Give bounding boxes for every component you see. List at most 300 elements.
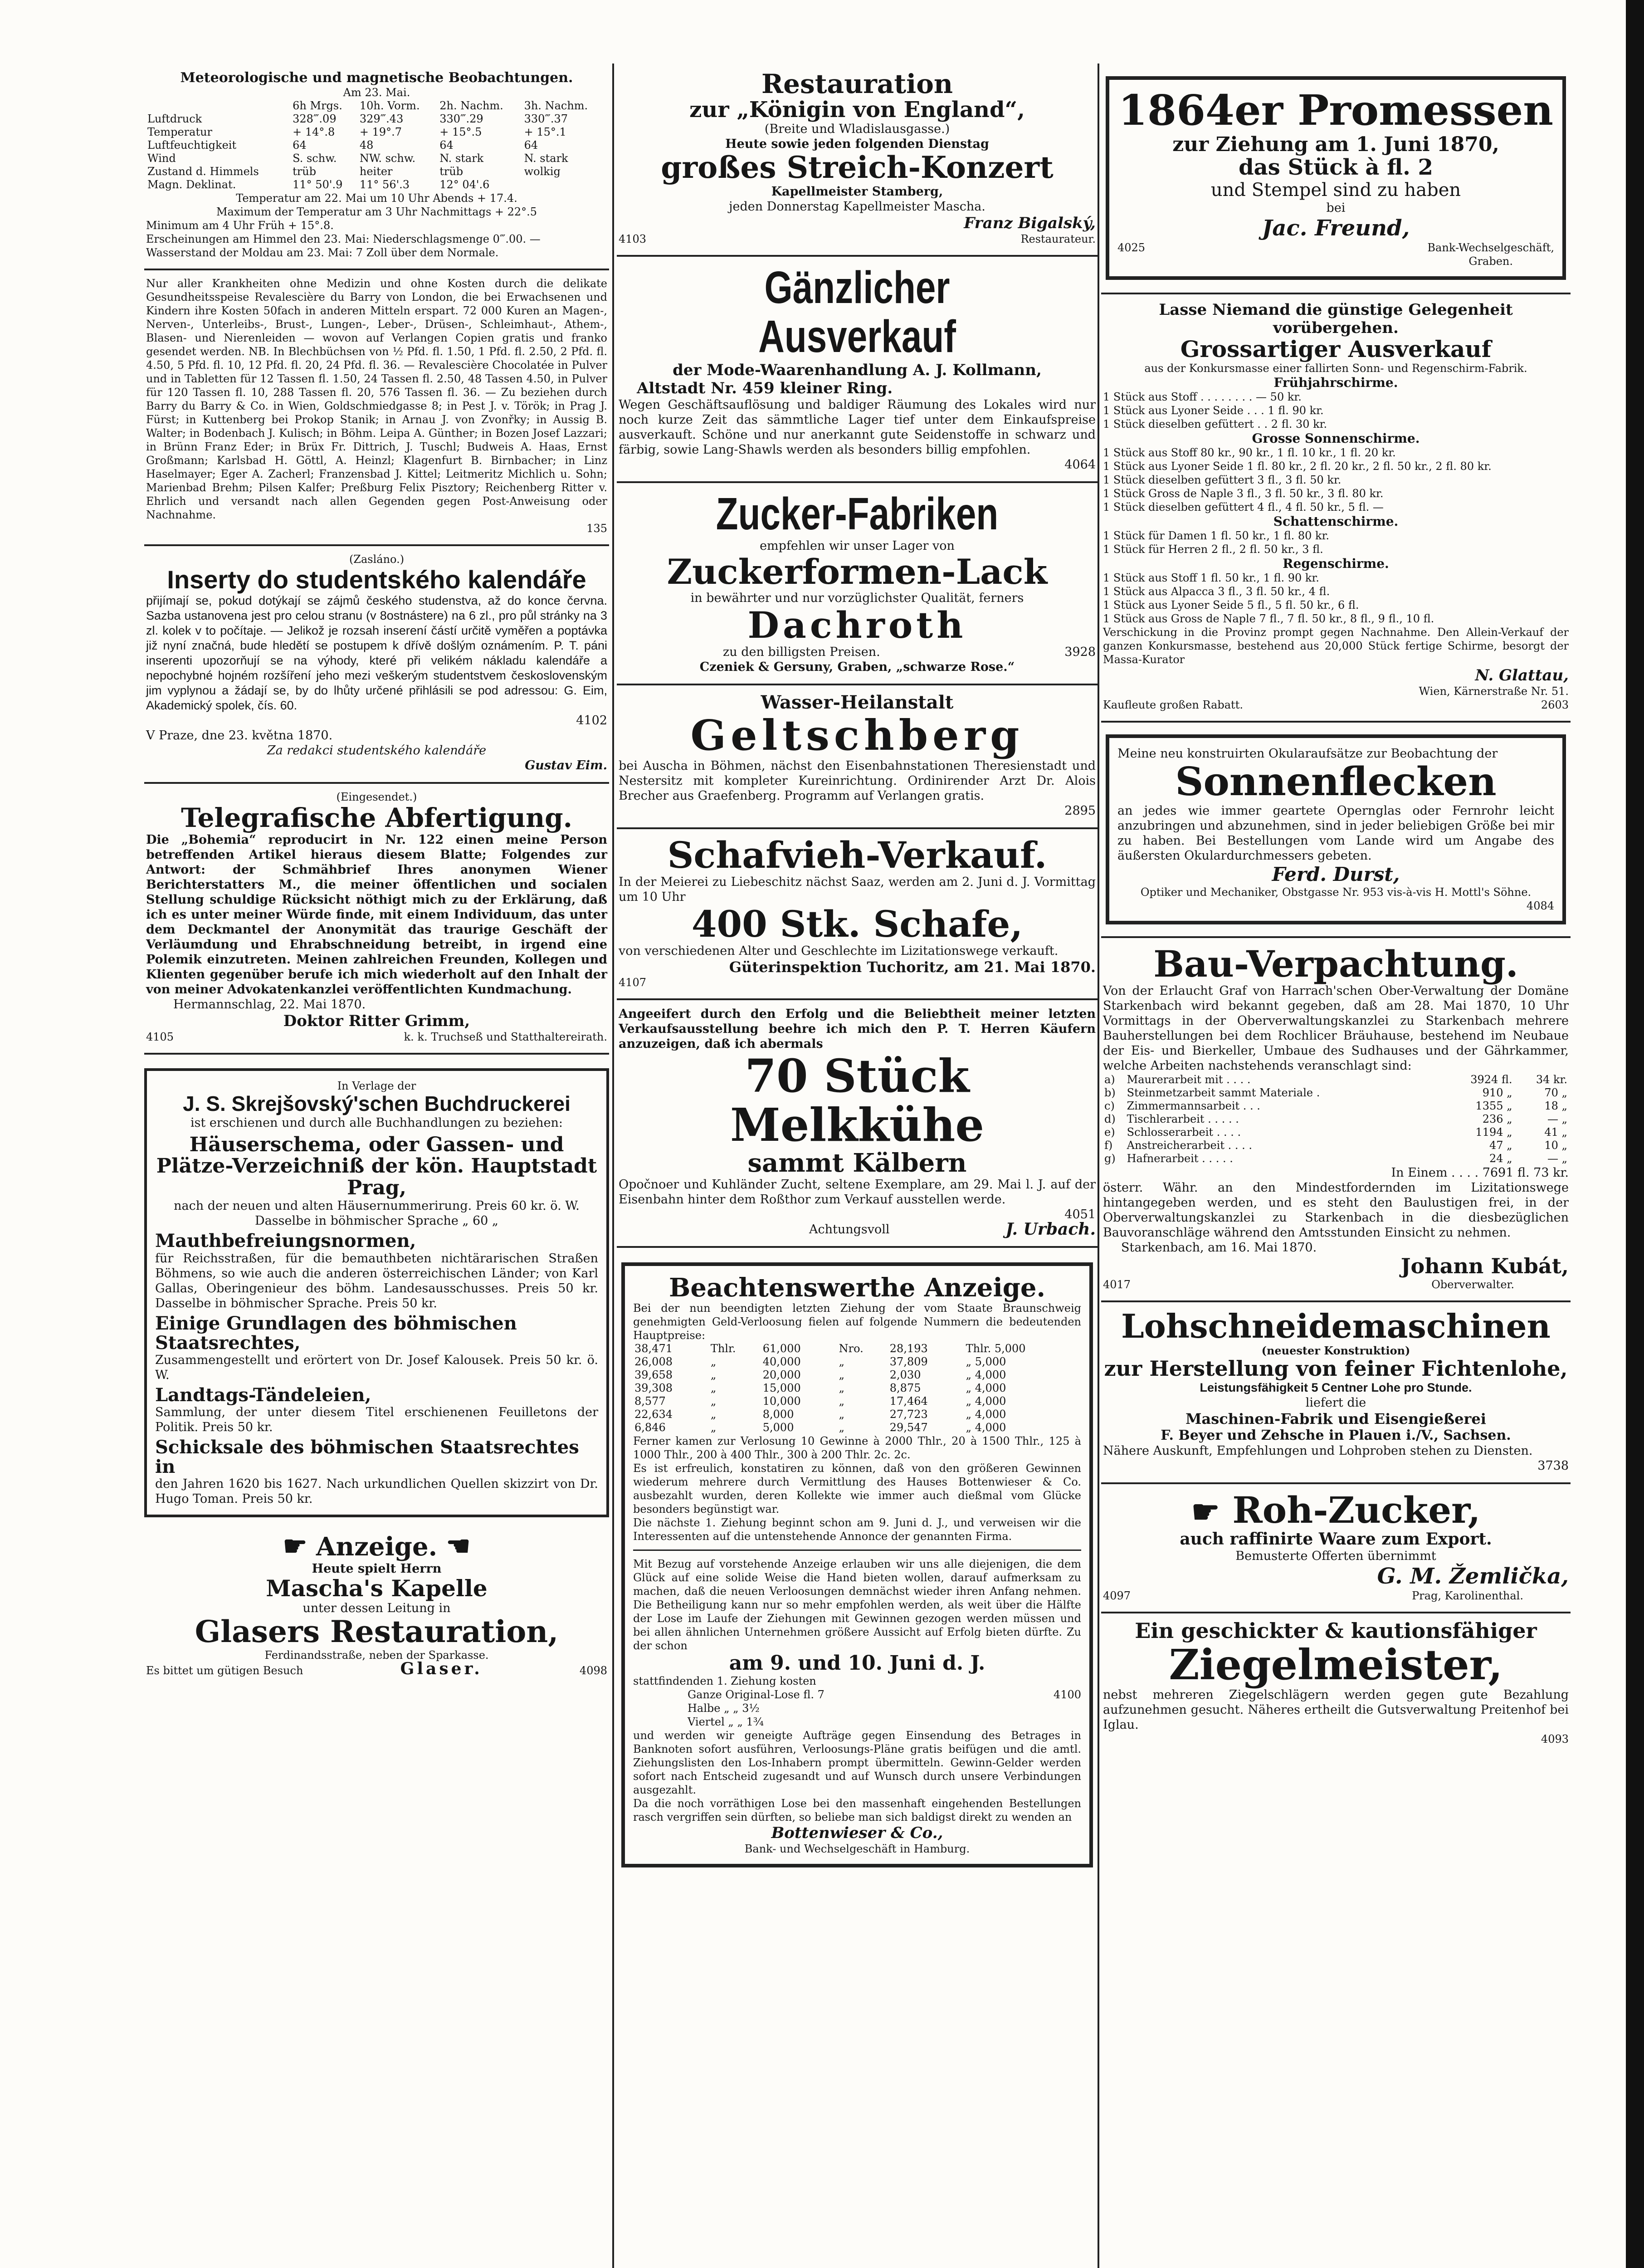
ad-body: Angeeifert durch den Erfolg und die Beliebtheit meiner letzten Verkaufsausstellung beehre ich mich den P. T. Herren Käufern anzuzeigen, daß ich abermals <box>619 1007 1096 1051</box>
ad-subtitle: Optiker und Mechaniker, Obstgasse Nr. 953 vis-à-vis H. Mottl's Söhne. <box>1140 886 1532 899</box>
weather-date: Am 23. Mai. <box>343 86 410 99</box>
ad-label: (Eingesendet.) <box>336 791 417 804</box>
table-cell: 910 „ <box>1482 1086 1512 1100</box>
ad-footer <box>1103 1278 1569 1291</box>
table-row <box>1103 1139 1569 1152</box>
raw-sugar-ad <box>1101 1484 1571 1613</box>
table-cell: „ <box>710 1382 717 1395</box>
ad-label: In Verlage der <box>337 1080 416 1093</box>
ad-subtitle: Prag, Karolinenthal. <box>1412 1589 1523 1602</box>
column-rule-1 <box>612 64 614 2268</box>
table-row <box>146 126 607 139</box>
table-cell: 20,000 <box>762 1369 801 1382</box>
table-cell: 64 <box>524 139 538 152</box>
table-cell: 15,000 <box>762 1382 801 1395</box>
table-cell: „ <box>839 1408 845 1421</box>
table-header: 2h. Nachm. <box>439 99 503 112</box>
table-row <box>633 1369 1081 1382</box>
table-row <box>633 1342 1081 1355</box>
table-cell: „ 4,000 <box>966 1382 1006 1395</box>
table-cell: Steinmetzarbeit sammt Materiale . <box>1127 1086 1320 1100</box>
divider <box>633 1549 1081 1551</box>
ad-place: V Praze, dne 23. května 1870. <box>146 728 333 743</box>
table-row <box>146 139 607 152</box>
ad-headline: Lohschneidemaschinen <box>1121 1307 1551 1346</box>
kollmann-sale-ad <box>617 257 1098 483</box>
ad-subtitle: Wien, Kärnerstraße Nr. 51. <box>1419 685 1569 698</box>
ad-line: und Stempel sind zu haben <box>1210 180 1461 201</box>
ad-line: aus der Konkursmasse einer fallirten Sonn- und Regenschirm-Fabrik. <box>1144 362 1527 375</box>
table-cell: 47 „ <box>1489 1139 1512 1152</box>
table-cell: 61,000 <box>762 1342 801 1355</box>
table-cell: f) <box>1104 1139 1113 1152</box>
price-row: Viertel „ „ 1¾ <box>688 1715 764 1728</box>
ad-signature: Bottenwieser & Co., <box>771 1823 943 1842</box>
ad-body: und werden wir geneigte Aufträge gegen Einsendung des Betrages in Banknoten sofort ausführen, Verloosungs-Pläne gratis beifügen und die amtl. Ziehungslisten den Los-Inhabern prompt übermitteln. Gewinn-Gelder werden sofort nach Entscheid zugesandt und auf Wunsch durch unsere Verbindungen ausgezahlt. <box>633 1729 1081 1796</box>
table-header: 3h. Nachm. <box>524 99 588 112</box>
ad-headline: Beachtenswerthe Anzeige. <box>669 1272 1045 1303</box>
book-details: für Reichsstraßen, für die bemauthbeten nichtärarischen Straßen Böhmens, so wie auch die anderen österreichischen Länder; von Karl Gallas, Oberingenieur des böhm. Landesausschusses. Preis 50 kr. Dasselbe in böhmischer Sprache. Preis 50 kr. <box>155 1251 598 1310</box>
ad-body: Nähere Auskunft, Empfehlungen und Lohproben stehen zu Diensten. <box>1103 1443 1533 1458</box>
section-heading: Schattenschirme. <box>1273 514 1399 529</box>
ad-body: Opočnoer und Kuhländer Zucht, seltene Exemplare, am 29. Mai l. J. auf der Eisenbahn hinter dem Roßthor zum Verkauf ausstellen werde. <box>619 1177 1096 1207</box>
table-header: 6h Mrgs. <box>293 99 342 112</box>
ad-signature: Jac. Freund, <box>1262 215 1410 241</box>
ad-line: Leistungsfähigkeit 5 Centner Lohe pro Stunde. <box>1200 1380 1472 1394</box>
table-row <box>633 1355 1081 1369</box>
promessen-frame <box>1106 76 1566 280</box>
ad-number: 3738 <box>1537 1458 1569 1473</box>
table-cell: 34 kr. <box>1536 1073 1567 1086</box>
dairy-cows-ad <box>617 1000 1098 1247</box>
ad-signature: Gustav Eim. <box>525 758 607 773</box>
ad-headline: J. S. Skrejšovský'schen Buchdruckerei <box>183 1092 571 1116</box>
ad-line: (Breite und Wladislausgasse.) <box>764 122 950 137</box>
skrejsovsky-frame <box>144 1068 609 1517</box>
ad-number: 4102 <box>576 714 607 728</box>
table-cell: d) <box>1104 1113 1116 1126</box>
table-cell: 329‴.43 <box>359 112 404 125</box>
ad-headline: Bau-Verpachtung. <box>1153 943 1518 986</box>
ad-subtitle: Bank-Wechselgeschäft, <box>1427 241 1554 254</box>
ad-footer <box>146 1030 607 1044</box>
book-details: nach der neuen und alten Häusernummerirung. Preis 60 kr. ö. W. <box>174 1199 580 1213</box>
ad-number: 3928 <box>1064 645 1096 660</box>
bark-cutter-ad <box>1101 1302 1571 1484</box>
weather-title: Meteorologische und magnetische Beobachtungen. <box>180 70 573 86</box>
ad-signature: J. Urbach. <box>1005 1219 1096 1239</box>
ad-signature: Czeniek & Gersuny, Graben, „schwarze Rose.“ <box>699 660 1015 675</box>
table-cell: 17,464 <box>889 1395 928 1408</box>
ad-line: empfehlen wir unser Lager von <box>760 538 955 553</box>
ad-footer <box>1117 241 1554 268</box>
book-title: Landtags-Tändeleien, <box>155 1384 371 1406</box>
table-cell: Tischlerarbeit . . . . . <box>1127 1113 1239 1126</box>
table-row <box>633 1395 1081 1408</box>
raw-sugar-headline-row <box>1103 1488 1569 1531</box>
table-cell: „ 4,000 <box>966 1395 1006 1408</box>
ad-signature: Ferd. Durst, <box>1272 863 1400 886</box>
ad-headline: Geltschberg <box>690 711 1024 760</box>
table-cell: „ <box>710 1355 717 1369</box>
ad-headline-text: Zucker-Fabriken <box>716 488 999 539</box>
ad-headline: Inserty do studentského kalendáře <box>167 565 586 594</box>
ad-number: 4097 <box>1103 1589 1131 1602</box>
ad-headline: großes Streich-Konzert <box>661 150 1054 186</box>
ad-label: (Zasláno.) <box>349 553 405 566</box>
sunspots-ad <box>1101 723 1571 938</box>
ad-number: 4093 <box>1541 1732 1569 1745</box>
table-cell: trüb <box>293 165 317 178</box>
table-cell: b) <box>1104 1086 1116 1100</box>
weather-note: Maximum der Temperatur am 3 Uhr Nachmittags + 22°.5 <box>216 205 537 218</box>
ad-headline <box>619 489 1096 538</box>
column-rule-2 <box>1098 64 1099 2268</box>
sunspots-frame <box>1106 734 1566 924</box>
ad-subtitle: Bank- und Wechselgeschäft in Hamburg. <box>744 1842 970 1855</box>
table-cell: wolkig <box>524 165 561 178</box>
ad-place: Starkenbach, am 16. Mai 1870. <box>1121 1241 1317 1255</box>
ad-line: liefert die <box>1305 1395 1366 1410</box>
ad-number: 4051 <box>1064 1207 1096 1222</box>
page-binding-edge <box>1626 0 1644 2268</box>
ad-number: 4017 <box>1103 1278 1131 1291</box>
ad-line: Kaufleute großen Rabatt. <box>1103 699 1243 712</box>
table-cell: 29,547 <box>889 1421 928 1434</box>
table-row <box>633 1408 1081 1421</box>
weather-note: Wasserstand der Moldau am 23. Mai: 7 Zoll über dem Normale. <box>146 246 499 259</box>
brickmaster-ad <box>1101 1613 1571 1755</box>
ad-signature: Johann Kubát, <box>1400 1254 1569 1279</box>
ad-body: Wegen Geschäftsauflösung und baldiger Räumung des Lokales wird nur noch kurze Zeit das sämmtliche Lager tief unter dem Einkaufspreise ausverkauft. Schöne und nur anerkannt gute Seidenstoffe in schwarz und färbig, sowie Lang-Shawls werden als besonders billig empfohlen. <box>619 397 1096 457</box>
section-heading: Frühjahrschirme. <box>1273 375 1398 391</box>
ad-line: Ferdinandsstraße, neben der Sparkasse. <box>264 1648 489 1662</box>
ad-line: jeden Donnerstag Kapellmeister Mascha. <box>729 199 985 214</box>
ad-footer <box>619 645 1096 660</box>
price-line: 1 Stück dieselben gefüttert 4 fl., 4 fl. 50 kr., 5 fl. — <box>1103 501 1384 514</box>
price-line: 1 Stück aus Lyoner Seide 5 fl., 5 fl. 50 kr., 6 fl. <box>1103 599 1359 612</box>
price-line: 1 Stück aus Stoff . . . . . . . . — 50 kr. <box>1103 391 1302 404</box>
price-line: 1 Stück aus Lyoner Seide 1 fl. 80 kr., 2 fl. 20 kr., 2 fl. 50 kr., 2 fl. 80 kr. <box>1103 460 1492 473</box>
column-2 <box>617 64 1098 1882</box>
winners-table <box>633 1342 1081 1434</box>
table-cell: S. schw. <box>293 152 337 165</box>
section-heading: Grosse Sonnenschirme. <box>1252 431 1420 446</box>
book-details: Sammlung, der unter diesem Titel erschienenen Feuilletons der Politik. Preis 50 kr. <box>155 1405 598 1435</box>
ad-line: von verschiedenen Alter und Geschlechte im Lizitationswege verkauft. <box>619 944 1059 958</box>
table-cell: N. stark <box>524 152 568 165</box>
ad-line: Ein geschickter & kautionsfähiger <box>1135 1618 1537 1643</box>
ad-footer <box>1103 698 1569 712</box>
table-cell: „ <box>839 1421 845 1434</box>
table-cell: „ 4,000 <box>966 1369 1006 1382</box>
pointing-hand-icon: ☛ <box>283 1530 307 1563</box>
table-cell: — „ <box>1547 1152 1567 1165</box>
table-row <box>1103 1152 1569 1165</box>
construction-lease-ad <box>1101 938 1571 1302</box>
table-cell: g) <box>1104 1152 1116 1165</box>
book-title: Häuserschema, oder Gassen- und Plätze-Verzeichniß der kön. Hauptstadt Prag, <box>156 1133 597 1199</box>
ad-footer <box>619 232 1096 246</box>
ad-headline: Zuckerformen-Lack <box>667 551 1048 592</box>
table-cell: + 19°.7 <box>359 126 402 138</box>
ad-body: Ferner kamen zur Verlosung 10 Gewinne à 2000 Thlr., 20 à 1500 Thlr., 125 à 1000 Thlr., 200 à 400 Thlr., 300 à 200 Thlr. 2c. 2c. <box>633 1435 1081 1461</box>
ad-line: Heute sowie jeden folgenden Dienstag <box>725 137 989 152</box>
table-cell: a) <box>1104 1073 1115 1086</box>
ad-line: Bemusterte Offerten übernimmt <box>1235 1549 1436 1563</box>
table-cell: Hafnerarbeit . . . . . <box>1127 1152 1233 1165</box>
ad-body: Da die noch vorräthigen Lose bei den massenhaft eingehenden Bestellungen rasch vergriffen sein dürften, so beliebe man sich baldigst direkt zu wenden an <box>633 1797 1081 1823</box>
table-cell: 27,723 <box>889 1408 928 1421</box>
table-cell: Wind <box>147 152 176 165</box>
table-cell: 330‴.29 <box>439 112 483 125</box>
ad-headline: zur „Königin von England“, <box>689 97 1025 122</box>
ad-headline: Anzeige. <box>316 1532 438 1562</box>
ad-body: Mit Bezug auf vorstehende Anzeige erlauben wir uns alle diejenigen, die dem Glück auf eine solide Weise die Hand bieten wollen, darauf aufmerksam zu machen, daß die neuen Verloosungen demnächst wieder ihren Anfang nehmen. Die Betheiligung kann nur so mehr empfohlen werden, als weit über die Hälfte der Lose im Laufe der Ziehungen mit Gewinnen gezogen werden müssen und bei allen ähnlichen Unternehmen größere Aussicht auf Erfolg bieten dürfte. Zu der schon <box>633 1558 1081 1652</box>
table-cell: 18 „ <box>1544 1100 1567 1113</box>
ad-number: 2895 <box>1064 803 1096 818</box>
table-cell: 39,308 <box>634 1382 673 1395</box>
ad-line: zur Ziehung am 1. Juni 1870, <box>1172 133 1499 156</box>
price-line: 1 Stück für Damen 1 fl. 50 kr., 1 fl. 80 kr. <box>1103 529 1330 543</box>
ad-line: Mascha's Kapelle <box>266 1575 488 1602</box>
table-cell: Luftdruck <box>147 112 202 125</box>
ad-line: unter dessen Leitung in <box>302 1601 451 1616</box>
ad-line: In der Meierei zu Liebeschitz nächst Saaz, werden am 2. Juni d. J. Vormittag um 10 Uhr <box>619 875 1096 904</box>
ad-signature: Glaser. <box>400 1659 483 1678</box>
price-line: 1 Stück aus Stoff 80 kr., 90 kr., 1 fl. 10 kr., 1 fl. 20 kr. <box>1103 446 1396 459</box>
ad-signature: Güterinspektion Tuchoritz, am 21. Mai 1870. <box>729 958 1096 976</box>
cost-total: In Einem . . . . 7691 fl. 73 kr. <box>1391 1166 1569 1180</box>
ad-body: Es ist erfreulich, konstatiren zu können, daß von den größeren Gewinnen wiederum mehrere durch Vermittlung des Hauses Bottenwieser & Co. ausbezahlt wurden, deren Kollekte wie immer auch dießmal vom Glücke besonders begünstigt war. <box>633 1462 1081 1516</box>
ad-signature: G. M. Žemlička, <box>1377 1563 1569 1589</box>
ad-body: nebst mehreren Ziegelschlägern werden gegen gute Bezahlung aufzunehmen gesucht. Näheres ertheilt die Gutsverwaltung Preitenhof bei Iglau. <box>1103 1687 1569 1732</box>
ad-subtitle: Restaurateur. <box>1020 232 1096 245</box>
price-line: 1 Stück aus Lyoner Seide . . . 1 fl. 90 kr. <box>1103 404 1324 417</box>
table-row <box>1103 1086 1569 1100</box>
price-label: Ganze Original-Lose fl. 7 <box>688 1688 824 1701</box>
geltschberg-spa-ad <box>617 685 1098 829</box>
table-row <box>633 1382 1081 1395</box>
price-line: 1 Stück Gross de Naple 3 fl., 3 fl. 50 kr., 3 fl. 80 kr. <box>1103 487 1384 500</box>
table-cell: 1355 „ <box>1475 1100 1512 1113</box>
table-cell: 1194 „ <box>1475 1126 1512 1139</box>
sheep-sale-ad <box>617 829 1098 1001</box>
ad-line: auch raffinirte Waare zum Export. <box>1180 1529 1492 1549</box>
ad-line: Es bittet um gütigen Besuch <box>146 1664 303 1677</box>
bottenwieser-lottery-ad <box>617 1248 1098 1882</box>
ad-line: bei <box>1326 201 1346 215</box>
ad-line: zur Herstellung von feiner Fichtenlohe, <box>1104 1356 1568 1381</box>
revalesciere-text: Nur aller Krankheiten ohne Medizin und ohne Kosten durch die delikate Gesundheitsspeise Revalescière du Barry von London, die bei Erwachsenen und Kindern ihre Kosten 50fach in anderen Mitteln erspart. 72 000 Kuren an Magen-, Nerven-, Unterleibs-, Brust-, Lungen-, Leber-, Drüsen-, Schleimhaut-, Athem-, Blasen- und Nierenleiden — wovon auf Verlangen Copien gratis und franko gesendet werden. NB. In Blechbüchsen von ½ Pfd. fl. 1.50, 1 Pfd. fl. 2.50, 2 Pfd. fl. 4.50, 5 Pfd. fl. 10, 12 Pfd. fl. 20, 24 Pfd. fl. 36. — Revalescière Chocolatée in Pulver und in Tabletten für 12 Tassen fl. 1.50, 24 Tassen fl. 2.50, 48 Tassen 4.50, in Pulver für 120 Tassen fl. 10, 288 Tassen fl. 20, 576 Tassen fl. 36. — Zu beziehen durch Barry du Barry & Co. in Wien, Goldschmiedgasse 8; in Pest J. v. Török; in Prag J. Fürst; in Kuttenberg bei Prokop Stanik; in Arnau J. von Zvonřky; in Aussig B. Walter; in Bodenbach J. Kulisch; in Böhm. Leipa A. Günther; in Bozen Josef Lazzari; in Brünn Franz Eder; in Brüx Fr. Dittrich, J. Tuschl; Budweis A. Haas, Ernst Großmann; Karlsbad H. Göttl, A. Heinzl; Klagenfurt B. Birnbacher; in Linz Haselmayer; Eger A. Zacherl; Franzensbad J. Kittel; Leitmeritz Michlich u. Sohn; Marienbad Brehm; Pilsen Kalfer; Preßburg Felix Pisztory; Reichenberg Ritter v. Ehrlich und versandt nach allen Gegenden gegen Post-Anweisung oder Nachnahme. <box>146 277 607 521</box>
student-calendar-ad <box>144 546 609 784</box>
book-title: Einige Grundlagen des böhmischen Staatsrechtes, <box>155 1312 517 1354</box>
ad-body: přijímají se, pokud dotýkají se zájmů českého studenstva, až do konce června. Sazba ustanovena jest pro celou stranu (v 8ostnástere) na 6 zl., pro půl stránky na 3 zl. kolek v to počítaje. — Jelikož je rozsah inserení částí určitě vyměřen a poptávka již nyní značná, bude hledětí se postupem k dřívě došlým oznámením. P. T. páni inserenti upozorňují se na výhody, které při velikém nákladu kalendáře a nepochybné hojném rozšíření jeho mezi veškerým studentstvem československým jim vyplynou a žádají se, by do lhůty určené přihlásili se pod adressou: G. Eim, Akademický spolek, čís. 60. <box>146 594 607 713</box>
ad-line: in bewährter und nur vorzüglichster Qualität, ferners <box>690 591 1024 605</box>
ad-line: das Stück à fl. 2 <box>1239 155 1433 181</box>
ad-line: (neuester Konstruktion) <box>1261 1344 1410 1357</box>
price-row: Halbe „ „ 3½ <box>688 1701 760 1715</box>
table-cell: c) <box>1104 1100 1115 1113</box>
ad-number: 4100 <box>1053 1688 1081 1701</box>
promessen-ad <box>1101 64 1571 294</box>
ad-body: Verschickung in die Provinz prompt gegen Nachnahme. Den Allein-Verkauf der ganzen Konkursmasse, bestehend aus 20,000 Stück fertige Schirme, besorgt der Massa-Kurator <box>1103 626 1569 666</box>
table-cell: Magn. Deklinat. <box>147 178 236 191</box>
ad-headline: Schafvieh-Verkauf. <box>667 833 1047 876</box>
table-cell: 3924 fl. <box>1470 1073 1512 1086</box>
ad-headline: Dachroth <box>747 603 967 646</box>
table-cell: 28,193 <box>889 1342 928 1355</box>
table-cell: 26,008 <box>634 1355 673 1369</box>
weather-note: Temperatur am 22. Mai um 10 Uhr Abends + 17.4. <box>236 192 517 205</box>
table-cell: Anstreicherarbeit . . . . <box>1127 1139 1252 1152</box>
table-cell: Zimmermannsarbeit . . . <box>1127 1100 1260 1113</box>
table-cell: „ <box>839 1395 845 1408</box>
revalesciere-ad <box>144 270 609 546</box>
price-line: 1 Stück für Herren 2 fl., 2 fl. 50 kr., 3 fl. <box>1103 543 1323 556</box>
restaurant-england-ad <box>617 64 1098 257</box>
table-cell: 11° 50'.9 <box>293 178 343 191</box>
bottenwieser-frame <box>621 1262 1093 1867</box>
glaser-headline-row <box>146 1532 607 1561</box>
table-cell: Schlosserarbeit . . . . <box>1127 1126 1241 1139</box>
ad-line: zu den billigsten Preisen. <box>723 645 880 660</box>
pointing-hand-icon: ☚ <box>446 1530 471 1563</box>
ad-headline-text: Gänzlicher Ausverkauf <box>758 262 956 362</box>
table-header <box>146 99 291 112</box>
book-details: Dasselbe in böhmischer Sprache „ 60 „ <box>255 1214 498 1228</box>
book-details: Zusammengestellt und erörtert von Dr. Josef Kalousek. Preis 50 kr. ö. W. <box>155 1353 598 1382</box>
ad-footer <box>1103 1589 1569 1603</box>
telegraphic-reply-ad <box>144 784 609 1055</box>
ad-number: 4084 <box>1526 899 1554 913</box>
ad-signature: N. Glattau, <box>1475 666 1569 685</box>
skrejsovsky-ad <box>144 1055 609 1525</box>
book-title: Schicksale des böhmischen Staatsrechtes in <box>155 1437 579 1478</box>
weather-observations <box>144 64 609 270</box>
table-cell: N. stark <box>439 152 484 165</box>
table-cell: „ 4,000 <box>966 1421 1006 1434</box>
sugar-factory-ad <box>617 483 1098 685</box>
ad-headline: sammt Kälbern <box>747 1148 967 1178</box>
table-cell: 37,809 <box>889 1355 928 1369</box>
table-cell: trüb <box>439 165 463 178</box>
table-cell: „ <box>839 1355 845 1369</box>
price-line: 1 Stück aus Stoff 1 fl. 50 kr., 1 fl. 90 kr. <box>1103 572 1319 585</box>
weather-note: Erscheinungen am Himmel den 23. Mai: Niederschlagsmenge 0‴.00. — <box>146 233 541 245</box>
table-cell: 38,471 <box>634 1342 673 1355</box>
ad-headline: 70 Stück Melkkühe <box>730 1049 984 1152</box>
ad-headline: Ziegelmeister, <box>1169 1640 1503 1689</box>
table-cell: 330‴.37 <box>524 112 568 125</box>
table-header: 10h. Vorm. <box>359 99 420 112</box>
table-cell: „ <box>839 1382 845 1395</box>
table-cell: Maurerarbeit mit . . . . <box>1127 1073 1251 1086</box>
ad-headline: Roh-Zucker, <box>1232 1488 1481 1531</box>
price-row <box>633 1688 1081 1701</box>
table-cell: — „ <box>1547 1113 1567 1126</box>
ad-place: Hermannschlag, 22. Mai 1870. <box>173 997 366 1012</box>
table-cell: + 15°.1 <box>524 126 566 138</box>
ad-body: Die nächste 1. Ziehung beginnt schon am 9. Juni d. J., und verweisen wir die Interessenten auf die untenstehende Annonce der genannten Firma. <box>633 1516 1081 1543</box>
table-cell: Luftfeuchtigkeit <box>147 139 237 152</box>
table-cell: 10,000 <box>762 1395 801 1408</box>
table-cell: „ <box>710 1369 717 1382</box>
ad-signature: Franz Bigalský, <box>964 214 1096 232</box>
ad-headline: Grossartiger Ausverkauf <box>1180 336 1492 363</box>
price-line: 1 Stück dieselben gefüttert 3 fl., 3 fl. 50 kr. <box>1103 474 1342 487</box>
ad-number: 4103 <box>619 232 647 245</box>
table-cell: NW. schw. <box>359 152 416 165</box>
table-cell: Zustand d. Himmels <box>147 165 259 178</box>
price-line: 1 Stück aus Alpacca 3 fl., 3 fl. 50 kr., 4 fl. <box>1103 585 1330 598</box>
price-line: 1 Stück aus Gross de Naple 7 fl., 7 fl. 50 kr., 8 fl., 9 fl., 10 fl. <box>1103 612 1434 626</box>
table-cell: „ <box>839 1369 845 1382</box>
ad-number: 4105 <box>146 1031 174 1044</box>
ad-subtitle: ist erschienen und durch alle Buchhandlungen zu beziehen: <box>190 1115 563 1130</box>
ad-line: Heute spielt Herrn <box>312 1562 442 1576</box>
ad-headline: 400 Stk. Schafe, <box>691 902 1023 945</box>
ad-headline: Restauration <box>761 68 953 99</box>
glaser-restaurant-ad <box>144 1525 609 1686</box>
table-cell: 8,577 <box>634 1395 666 1408</box>
table-cell: „ 4,000 <box>966 1408 1006 1421</box>
table-row <box>146 112 607 126</box>
weather-header-row <box>146 99 607 112</box>
ad-line: Achtungsvoll <box>809 1222 890 1237</box>
ad-line: Maschinen-Fabrik und Eisengießerei <box>1185 1410 1486 1427</box>
table-cell: „ 5,000 <box>966 1355 1006 1369</box>
ad-line: Kapellmeister Stamberg, <box>771 184 943 199</box>
ad-line: stattfindenden 1. Ziehung kosten <box>633 1674 816 1687</box>
table-cell: + 14°.8 <box>293 126 335 138</box>
ad-headline: Telegrafische Abfertigung. <box>181 802 572 834</box>
section-heading: Regenschirme. <box>1283 556 1389 572</box>
ad-line: Altstadt Nr. 459 kleiner Ring. <box>637 379 893 397</box>
weather-table <box>146 99 607 191</box>
table-cell: 2,030 <box>889 1369 921 1382</box>
table-row <box>1103 1100 1569 1113</box>
table-cell: 11° 56'.3 <box>359 178 410 191</box>
table-cell: 8,000 <box>762 1408 794 1421</box>
table-cell: 70 „ <box>1544 1086 1567 1100</box>
table-row <box>1103 1113 1569 1126</box>
table-cell: 24 „ <box>1489 1152 1512 1165</box>
ad-number: 4064 <box>1064 457 1096 472</box>
ad-body: an jedes wie immer geartete Opernglas oder Fernrohr leicht anzubringen und abzunehmen, sind in jeder beliebigen Größe bei mir zu haben. Bei Bestellungen vom Lande wird um Angabe des äußersten Okulardurchmessers gebeten. <box>1117 804 1554 863</box>
ad-line: der Mode-Waarenhandlung A. J. Kollmann, <box>673 361 1042 379</box>
table-cell: 236 „ <box>1482 1113 1512 1126</box>
table-cell: „ <box>710 1408 717 1421</box>
umbrella-sale-ad <box>1101 294 1571 723</box>
ad-body: Bei der nun beendigten letzten Ziehung der vom Staate Braunschweig genehmigten Geld-Verloosung fielen auf folgende Nummern die bedeutenden Hauptpreise: <box>633 1302 1081 1342</box>
weather-note: Minimum am 4 Uhr Früh + 15°.8. <box>146 219 334 232</box>
ad-headline: 1864er Promessen <box>1118 86 1553 135</box>
pointing-hand-icon: ☛ <box>1191 1492 1220 1530</box>
ad-footer <box>146 1659 607 1678</box>
table-cell: 8,875 <box>889 1382 921 1395</box>
table-cell: „ <box>710 1395 717 1408</box>
table-cell: „ <box>710 1421 717 1434</box>
ad-line: Lasse Niemand die günstige Gelegenheit vorübergehen. <box>1159 301 1513 337</box>
table-cell: heiter <box>359 165 393 178</box>
ad-headline: am 9. und 10. Juni d. J. <box>729 1652 985 1675</box>
ad-body: österr. Währ. an den Mindestfordernden im Lizitationswege hintangegeben werden, und es steht den Baulustigen frei, in der Oberverwaltungskanzlei zu Starkenbach in die diesbezüglichen Bauvoranschläge während den Amtsstunden Einsicht zu nehmen. <box>1103 1181 1569 1240</box>
ad-line: F. Beyer und Zehsche in Plauen i./V., Sachsen. <box>1161 1427 1511 1443</box>
book-details: den Jahren 1620 bis 1627. Nach urkundlichen Quellen skizzirt von Dr. Hugo Toman. Preis 50 kr. <box>155 1477 598 1506</box>
table-cell: 40,000 <box>762 1355 801 1369</box>
table-cell: 39,658 <box>634 1369 673 1382</box>
